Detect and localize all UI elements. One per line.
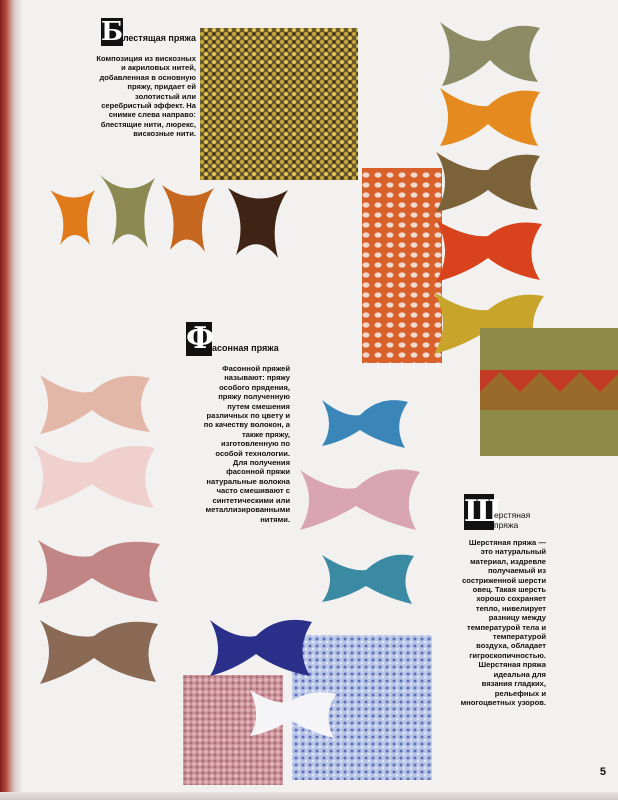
fancy-heading	[186, 322, 290, 356]
shiny-heading-rest: лестящая пряжа	[122, 33, 196, 43]
wool-heading-rest: ерстяная пряжа	[494, 510, 531, 530]
shiny-dropcap: Б	[100, 17, 124, 47]
fancy-bows	[34, 375, 160, 684]
section-fancy-yarn	[186, 322, 290, 524]
wool-bows	[434, 22, 544, 354]
shiny-heading	[64, 18, 196, 46]
orange-mesh-swatch	[362, 168, 442, 363]
fancy-body: Фасонной пряжей называют: пряжу особого прядения, пряжу полученную путем смешения различных по цвету и по качеству волокон, а также пряжу, изготовленную по особой технологии. Для получения фасонной пряжи натуральные волокна часто смешивают с синтетическими или металлизированными нитями.	[203, 364, 290, 524]
fancy-heading-rest: асонная пряжа	[212, 343, 279, 353]
wool-heading	[436, 494, 546, 530]
section-wool-yarn	[436, 494, 546, 707]
shiny-knit-swatch	[200, 28, 358, 180]
page-number: 5	[599, 766, 606, 778]
wool-body: Шерстяная пряжа — это натуральный материал, издревле получаемый из состриженной шерсти овец. Такая шерсть хорошо сохраняет тепло, нивелирует разницу между температурой тела и температурой воздуха, обладает гигроскопичностью. Шерстяная пряжа идеальна для вязания гладких, рельефных и многоцветных узоров.	[460, 538, 546, 707]
wool-pattern-swatch	[480, 328, 618, 456]
shiny-body: Композиция из вискозных и акриловых нитей, добавленная в основную пряжу, придает ей золотистый или серебристый эффект. На снимке слева направо: блестящие нити, люрекс, вискозные нити.	[96, 54, 196, 139]
ribbon-bows	[300, 400, 420, 604]
section-shiny-yarn	[64, 18, 196, 139]
fancy-dropcap: Ф	[186, 321, 215, 356]
blue-bow	[210, 620, 312, 676]
wool-dropcap: Ш	[464, 494, 503, 529]
shiny-skeins	[50, 175, 288, 258]
